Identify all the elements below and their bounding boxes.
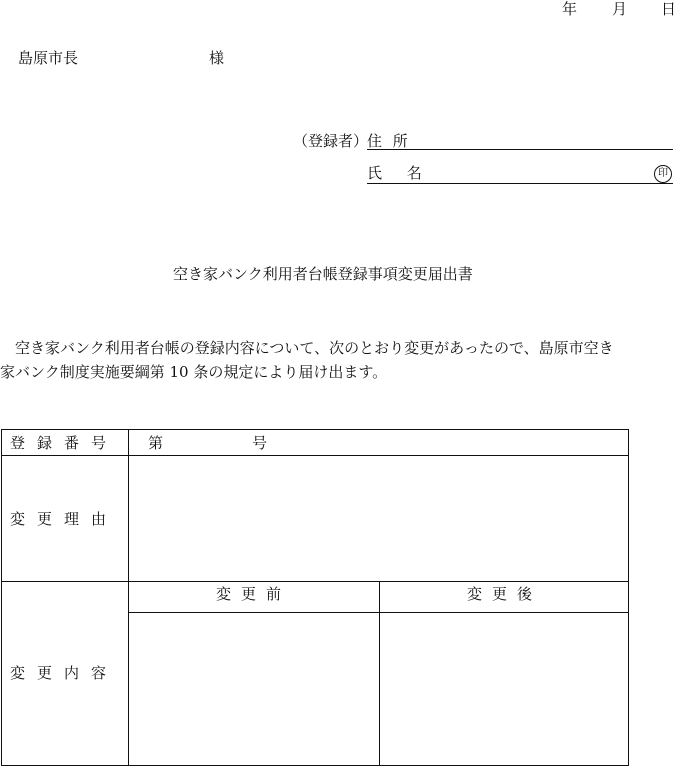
reg-number-suffix: 号 <box>252 434 268 452</box>
after-label: 変更後 <box>467 585 543 603</box>
content-label: 変更内容 <box>10 664 119 682</box>
reason-field[interactable] <box>130 457 627 579</box>
body-line-1: 空き家バンク利用者台帳の登録内容について、次のとおり変更があったので、島原市空き <box>0 339 614 357</box>
after-field[interactable] <box>381 614 627 764</box>
date-month-label: 月 <box>612 0 628 18</box>
table-row-divider <box>2 455 628 456</box>
table-row-divider <box>2 581 628 582</box>
table-column-divider <box>128 430 129 765</box>
registrant-label: （登録者） <box>293 132 369 150</box>
before-label: 変更前 <box>216 585 292 603</box>
before-field[interactable] <box>130 614 378 764</box>
body-line-2: 家バンク制度実施要綱第 10 条の規定により届け出ます。 <box>0 363 388 381</box>
reason-label: 変更理由 <box>10 510 119 528</box>
body-paragraph <box>0 336 674 384</box>
reg-number-label: 登録番号 <box>10 434 119 452</box>
date-year-label: 年 <box>562 0 578 18</box>
addressee-honorific: 様 <box>209 49 225 67</box>
seal-icon: 印 <box>654 165 672 183</box>
form-table <box>1 429 629 766</box>
name-input-line[interactable] <box>367 183 673 184</box>
document-title: 空き家バンク利用者台帳登録事項変更届出書 <box>173 265 473 283</box>
name-label: 氏 名 <box>367 164 432 182</box>
address-label: 住 所 <box>367 132 411 150</box>
reg-number-field[interactable] <box>167 431 247 453</box>
address-input-line[interactable] <box>367 149 673 150</box>
table-column-divider <box>379 581 380 765</box>
date-day-label: 日 <box>661 0 676 18</box>
reg-number-prefix: 第 <box>148 434 164 452</box>
addressee-name: 島原市長 <box>18 49 79 67</box>
